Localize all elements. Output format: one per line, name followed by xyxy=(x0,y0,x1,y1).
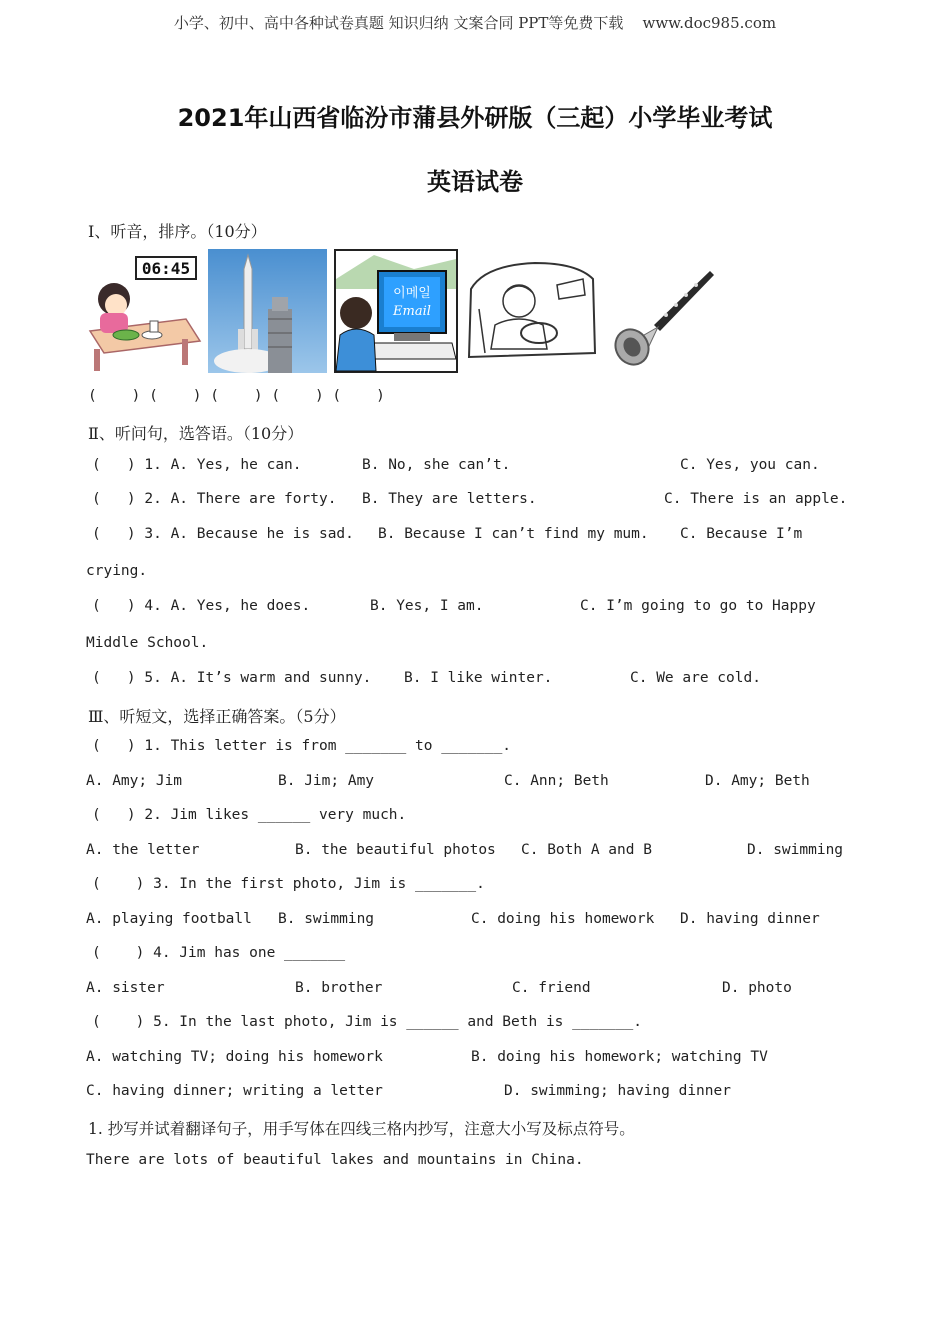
s3-q1-stem: ( ) 1. This letter is from _______ to _______. xyxy=(92,738,512,754)
section-2-heading: Ⅱ、听问句，选答语。（10分） xyxy=(88,424,304,443)
s2-q1-option-c: C. Yes, you can. xyxy=(680,457,820,473)
s3-q1-option-a: A. Amy; Jim xyxy=(86,773,183,789)
clock-time-text: 06:45 xyxy=(141,259,191,278)
s2-q4-continuation: Middle School. xyxy=(86,635,209,651)
s3-q4-stem: ( ) 4. Jim has one _______ xyxy=(92,945,346,961)
s2-q2-option-c: C. There is an apple. xyxy=(664,491,848,507)
s2-q4-option-b: B. Yes, I am. xyxy=(370,598,484,614)
rocket-launch-image xyxy=(208,249,327,373)
s2-q3-continuation: crying. xyxy=(86,563,148,579)
s3-q1-option-c: C. Ann; Beth xyxy=(504,773,609,789)
man-driving-car-image xyxy=(465,249,597,373)
site-header: 小学、初中、高中各种试卷真题 知识归纳 文案合同 PPT等免费下载 www.doc985.com xyxy=(173,14,777,32)
s3-q5-stem: ( ) 5. In the last photo, Jim is ______ and Beth is _______. xyxy=(92,1014,642,1030)
s3-q3-option-d: D. having dinner xyxy=(680,911,820,927)
s2-q3: ( ) 3. A. Because he is sad. xyxy=(92,526,354,542)
s2-q1: ( ) 1. A. Yes, he can. xyxy=(92,457,302,473)
exam-title: 2021年山西省临汾市蒲县外研版（三起）小学毕业考试 xyxy=(177,104,773,132)
s3-q5-option-d: D. swimming; having dinner xyxy=(504,1083,731,1099)
section-3-heading: Ⅲ、听短文，选择正确答案。（5分） xyxy=(88,707,346,726)
s3-q2-option-d: D. swimming xyxy=(747,842,844,858)
s2-q4-option-c: C. I’m going to go to Happy xyxy=(580,598,816,614)
s3-q1-option-d: D. Amy; Beth xyxy=(705,773,810,789)
s2-q2-option-b: B. They are letters. xyxy=(362,491,537,507)
s3-q3-option-a: A. playing football xyxy=(86,911,252,927)
s3-q5-option-c: C. having dinner; writing a letter xyxy=(86,1083,383,1099)
s3-q3-stem: ( ) 3. In the first photo, Jim is _______. xyxy=(92,876,485,892)
s2-q1-option-b: B. No, she can’t. xyxy=(362,457,511,473)
copy-instruction: 1. 抄写并试着翻译句子，用手写体在四线三格内抄写，注意大小写及标点符号。 xyxy=(88,1120,635,1138)
s3-q1-option-b: B. Jim; Amy xyxy=(278,773,375,789)
s2-q2: ( ) 2. A. There are forty. xyxy=(92,491,337,507)
section-1-heading: Ⅰ、听音，排序。（10分） xyxy=(88,222,267,241)
exam-subtitle: 英语试卷 xyxy=(427,168,523,196)
s3-q3-option-b: B. swimming xyxy=(278,911,375,927)
s3-q4-option-c: C. friend xyxy=(512,980,591,996)
s3-q2-option-c: C. Both A and B xyxy=(521,842,652,858)
s3-q4-option-a: A. sister xyxy=(86,980,165,996)
s2-q5: ( ) 5. A. It’s warm and sunny. xyxy=(92,670,372,686)
section-1-answer-brackets: ( ) ( ) ( ) ( ) ( ) xyxy=(88,388,385,404)
s2-q5-option-b: B. I like winter. xyxy=(404,670,553,686)
s2-q4: ( ) 4. A. Yes, he does. xyxy=(92,598,311,614)
s3-q4-option-b: B. brother xyxy=(295,980,383,996)
s3-q2-stem: ( ) 2. Jim likes ______ very much. xyxy=(92,807,407,823)
suona-instrument-image xyxy=(602,249,718,373)
s2-q5-option-c: C. We are cold. xyxy=(630,670,761,686)
s3-q2-option-a: A. the letter xyxy=(86,842,200,858)
copy-sentence: There are lots of beautiful lakes and mountains in China. xyxy=(86,1152,584,1168)
s3-q5-option-b: B. doing his homework; watching TV xyxy=(471,1049,768,1065)
s3-q2-option-b: B. the beautiful photos xyxy=(295,842,496,858)
email-english-text: Email xyxy=(393,304,431,319)
s2-q3-option-c: C. Because I’m xyxy=(680,526,803,542)
s3-q5-option-a: A. watching TV; doing his homework xyxy=(86,1049,383,1065)
s2-q3-option-b: B. Because I can’t find my mum. xyxy=(378,526,649,542)
s3-q4-option-d: D. photo xyxy=(722,980,792,996)
email-korean-text: 이메일 xyxy=(393,286,431,301)
s3-q3-option-c: C. doing his homework xyxy=(471,911,655,927)
clock-girl-eating-image xyxy=(86,249,202,373)
boy-computer-email-image xyxy=(334,249,458,373)
